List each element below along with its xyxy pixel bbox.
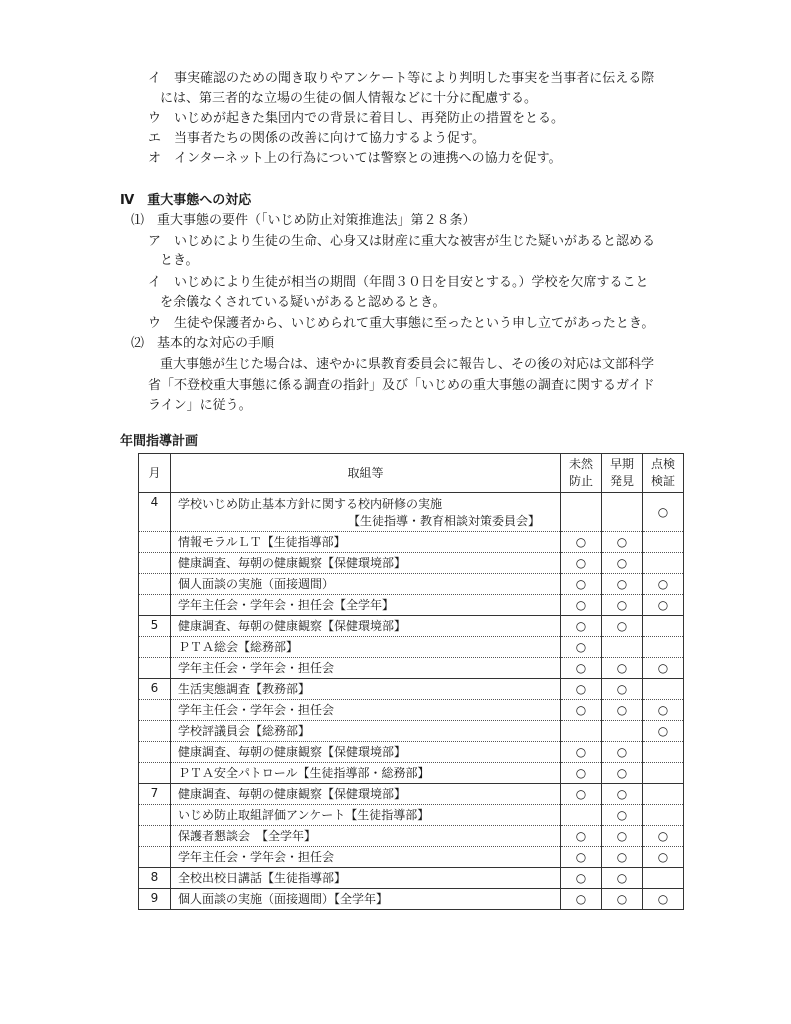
- table-row: [139, 721, 684, 742]
- item-o: オ インターネット上の行為については警察との連携への協力を促す。: [148, 151, 562, 166]
- sub1-item-i-line2: を余儀なくされている疑いがあると認めるとき。: [160, 295, 446, 310]
- cell-early-mark: ○: [602, 553, 643, 574]
- cell-early-mark: ○: [602, 868, 643, 889]
- cell-prevent-mark: ○: [561, 616, 602, 637]
- cell-prevent-mark: ○: [561, 826, 602, 847]
- cell-check-mark: [643, 679, 684, 700]
- cell-prevent-mark: ○: [561, 784, 602, 805]
- cell-prevent-mark: ○: [561, 679, 602, 700]
- cell-early-mark: ○: [602, 847, 643, 868]
- table-row: [139, 805, 684, 826]
- sub2-body-line2: 省「不登校重大事態に係る調査の指針」及び「いじめの重大事態の調査に関するガイド: [148, 378, 655, 393]
- cell-prevent-mark: ○: [561, 553, 602, 574]
- cell-month: 5: [139, 616, 171, 637]
- cell-item-owner: 【生徒指導・教育相談対策委員会】: [347, 513, 540, 528]
- cell-item: 健康調査、毎朝の健康観察【保健環境部】: [171, 742, 561, 763]
- cell-item: 健康調査、毎朝の健康観察【保健環境部】: [171, 553, 561, 574]
- cell-prevent-mark: ○: [561, 868, 602, 889]
- cell-item: [171, 493, 561, 532]
- item-e: エ 当事者たちの関係の改善に向けて協力するよう促す。: [148, 131, 485, 146]
- cell-early-mark: ○: [602, 889, 643, 910]
- table-row: [139, 532, 684, 553]
- cell-month: [139, 763, 171, 784]
- cell-check-mark: ○: [643, 721, 684, 742]
- cell-month: [139, 574, 171, 595]
- cell-item: 学年主任会・学年会・担任会: [171, 700, 561, 721]
- header-item: 取組等: [171, 454, 561, 493]
- cell-month: [139, 553, 171, 574]
- sub1-item-u: ウ 生徒や保護者から、いじめられて重大事態に至ったという申し立てがあったとき。: [148, 316, 655, 331]
- item-i-line2: には、第三者的な立場の生徒の個人情報などに十分に配慮する。: [160, 91, 538, 106]
- cell-prevent-mark: ○: [561, 595, 602, 616]
- cell-check-mark: ○: [643, 493, 684, 532]
- cell-check-mark: [643, 742, 684, 763]
- header-check: 点検 検証: [643, 454, 684, 493]
- cell-item: 情報モラルＬＴ【生徒指導部】: [171, 532, 561, 553]
- cell-prevent-mark: ○: [561, 574, 602, 595]
- table-row: [139, 826, 684, 847]
- cell-early-mark: ○: [602, 805, 643, 826]
- cell-month: [139, 721, 171, 742]
- cell-item: 学年主任会・学年会・担任会【全学年】: [171, 595, 561, 616]
- header-early: 早期 発見: [602, 454, 643, 493]
- item-i-line1: イ 事実確認のための聞き取りやアンケート等により判明した事実を当事者に伝える際: [148, 71, 655, 86]
- cell-check-mark: [643, 553, 684, 574]
- header-month: 月: [139, 454, 171, 493]
- cell-month: [139, 742, 171, 763]
- table-row: [139, 784, 684, 805]
- cell-check-mark: ○: [643, 658, 684, 679]
- sub1-item-i-line1: イ いじめにより生徒が相当の期間（年間３０日を目安とする。）学校を欠席すること: [148, 275, 649, 290]
- table-row: [139, 763, 684, 784]
- header-prevent: 未然 防止: [561, 454, 602, 493]
- cell-month: 8: [139, 868, 171, 889]
- cell-item: 生活実態調査【教務部】: [171, 679, 561, 700]
- table-row: [139, 742, 684, 763]
- cell-item: いじめ防止取組評価アンケート【生徒指導部】: [171, 805, 561, 826]
- cell-prevent-mark: [561, 493, 602, 532]
- cell-item: 個人面談の実施（面接週間）: [171, 574, 561, 595]
- cell-month: 4: [139, 493, 171, 532]
- sub2-title: ⑵ 基本的な対応の手順: [131, 336, 275, 351]
- table-row: [139, 553, 684, 574]
- cell-prevent-mark: ○: [561, 847, 602, 868]
- cell-early-mark: ○: [602, 700, 643, 721]
- cell-check-mark: [643, 784, 684, 805]
- cell-item: 健康調査、毎朝の健康観察【保健環境部】: [171, 616, 561, 637]
- cell-check-mark: ○: [643, 847, 684, 868]
- table-row: [139, 637, 684, 658]
- cell-early-mark: [602, 637, 643, 658]
- plan-title: 年間指導計画: [120, 434, 199, 449]
- cell-month: [139, 658, 171, 679]
- cell-month: [139, 532, 171, 553]
- cell-early-mark: ○: [602, 784, 643, 805]
- table-row: [139, 595, 684, 616]
- table-header-row: [139, 454, 684, 493]
- cell-early-mark: ○: [602, 658, 643, 679]
- cell-item: 学年主任会・学年会・担任会: [171, 847, 561, 868]
- cell-month: [139, 637, 171, 658]
- cell-early-mark: ○: [602, 826, 643, 847]
- table-row: [139, 574, 684, 595]
- cell-month: [139, 805, 171, 826]
- cell-early-mark: ○: [602, 616, 643, 637]
- table-row: [139, 700, 684, 721]
- cell-month: [139, 700, 171, 721]
- cell-item: 学年主任会・学年会・担任会: [171, 658, 561, 679]
- cell-early-mark: ○: [602, 532, 643, 553]
- cell-early-mark: [602, 721, 643, 742]
- cell-check-mark: [643, 805, 684, 826]
- cell-item: ＰＴＡ安全パトロール【生徒指導部・総務部】: [171, 763, 561, 784]
- cell-check-mark: ○: [643, 700, 684, 721]
- table-row: [139, 889, 684, 910]
- sub1-title: ⑴ 重大事態の要件（「いじめ防止対策推進法」第２８条）: [131, 213, 476, 228]
- cell-month: 7: [139, 784, 171, 805]
- cell-early-mark: ○: [602, 595, 643, 616]
- sub2-body-line3: ライン」に従う。: [148, 398, 252, 413]
- sub1-item-a-line1: ア いじめにより生徒の生命、心身又は財産に重大な被害が生じた疑いがあると認める: [148, 234, 656, 249]
- cell-check-mark: [643, 637, 684, 658]
- cell-early-mark: [602, 493, 643, 532]
- sub2-body-line1: 重大事態が生じた場合は、速やかに県教育委員会に報告し、その後の対応は文部科学: [160, 357, 655, 372]
- cell-check-mark: [643, 868, 684, 889]
- table-row: [139, 658, 684, 679]
- cell-check-mark: ○: [643, 574, 684, 595]
- table-row: [139, 868, 684, 889]
- cell-check-mark: ○: [643, 826, 684, 847]
- cell-prevent-mark: ○: [561, 532, 602, 553]
- cell-prevent-mark: [561, 805, 602, 826]
- cell-prevent-mark: ○: [561, 889, 602, 910]
- cell-early-mark: ○: [602, 679, 643, 700]
- item-u: ウ いじめが起きた集団内での背景に着目し、再発防止の措置をとる。: [148, 111, 565, 126]
- cell-item: 全校出校日講話【生徒指導部】: [171, 868, 561, 889]
- table-row: [139, 493, 684, 532]
- annual-plan-table: [138, 453, 684, 910]
- cell-check-mark: [643, 532, 684, 553]
- cell-prevent-mark: ○: [561, 700, 602, 721]
- sub1-item-a-line2: とき。: [160, 253, 199, 268]
- cell-month: 9: [139, 889, 171, 910]
- cell-check-mark: ○: [643, 595, 684, 616]
- table-row: [139, 679, 684, 700]
- cell-item: 健康調査、毎朝の健康観察【保健環境部】: [171, 784, 561, 805]
- cell-prevent-mark: [561, 721, 602, 742]
- cell-month: [139, 847, 171, 868]
- table-row: [139, 616, 684, 637]
- cell-month: [139, 595, 171, 616]
- cell-item: ＰＴＡ総会【総務部】: [171, 637, 561, 658]
- cell-month: 6: [139, 679, 171, 700]
- cell-check-mark: ○: [643, 889, 684, 910]
- cell-prevent-mark: ○: [561, 637, 602, 658]
- cell-item: 個人面談の実施（面接週間）【全学年】: [171, 889, 561, 910]
- cell-prevent-mark: ○: [561, 742, 602, 763]
- cell-early-mark: ○: [602, 574, 643, 595]
- cell-month: [139, 826, 171, 847]
- cell-early-mark: ○: [602, 742, 643, 763]
- cell-early-mark: ○: [602, 763, 643, 784]
- cell-prevent-mark: ○: [561, 763, 602, 784]
- cell-item-text: 学校いじめ防止基本方針に関する校内研修の実施: [178, 496, 443, 511]
- cell-item: 保護者懇談会 【全学年】: [171, 826, 561, 847]
- table-row: [139, 847, 684, 868]
- cell-prevent-mark: ○: [561, 658, 602, 679]
- cell-check-mark: [643, 763, 684, 784]
- section4-title: Ⅳ 重大事態への対応: [120, 193, 252, 208]
- cell-item: 学校評議員会【総務部】: [171, 721, 561, 742]
- cell-check-mark: [643, 616, 684, 637]
